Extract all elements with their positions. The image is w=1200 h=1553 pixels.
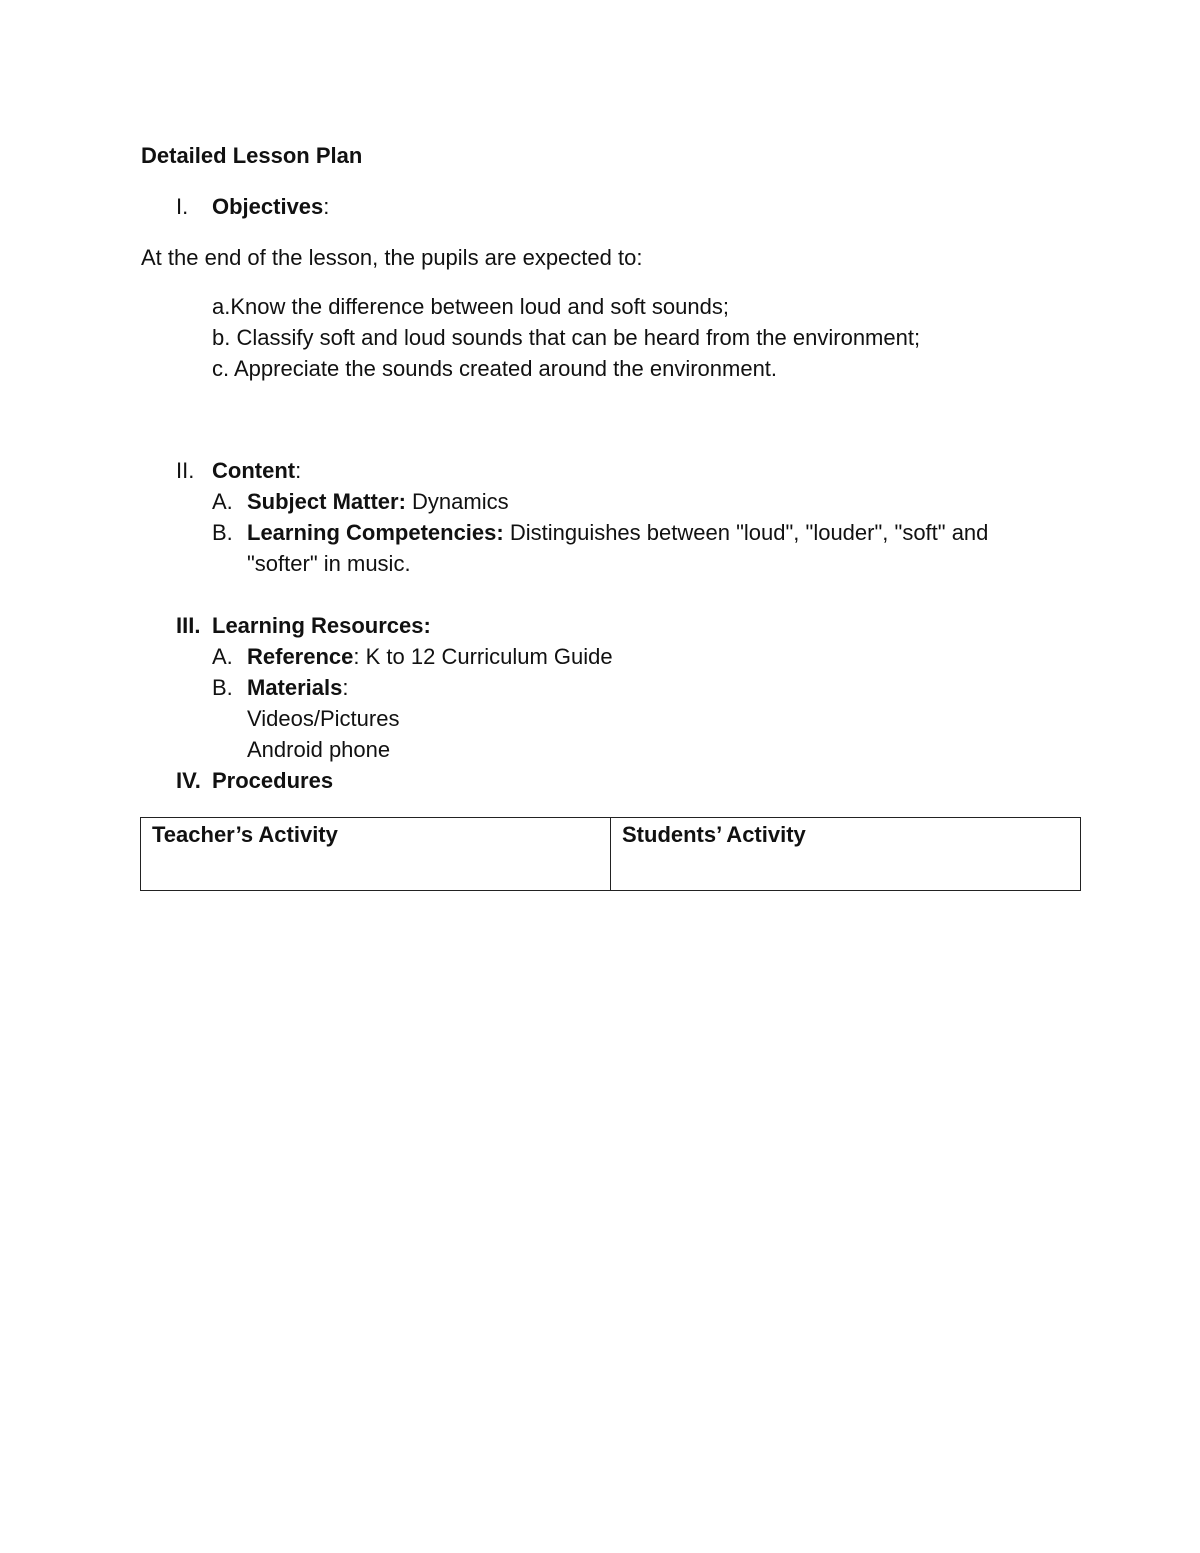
subject-matter-letter: A.	[212, 489, 233, 514]
resources-label: Learning Resources:	[212, 613, 431, 638]
content-label: Content	[212, 458, 296, 483]
subject-matter-value: Dynamics	[405, 489, 509, 514]
subject-matter-label: Subject Matter:	[247, 489, 406, 514]
procedures-numeral: IV.	[176, 768, 201, 793]
materials-letter: B.	[212, 675, 233, 700]
objectives-intro: At the end of the lesson, the pupils are expected to:	[141, 245, 643, 270]
materials-colon: :	[342, 675, 349, 700]
competencies-label: Learning Competencies:	[247, 520, 504, 545]
students-activity-header: Students’ Activity	[611, 818, 1081, 891]
reference-label: Reference	[247, 644, 354, 669]
material-item: Videos/Pictures	[247, 706, 400, 731]
reference-letter: A.	[212, 644, 233, 669]
objectives-colon: :	[323, 194, 330, 219]
objective-item-c: c. Appreciate the sounds created around the environment.	[212, 356, 778, 381]
objective-item-b: b. Classify soft and loud sounds that can be heard from the environment;	[212, 325, 921, 350]
table-header-row	[141, 818, 1081, 891]
material-item: Android phone	[247, 737, 391, 762]
reference-row	[212, 646, 613, 668]
content-heading	[176, 460, 301, 482]
competencies-letter: B.	[212, 520, 233, 545]
content-numeral: II.	[176, 458, 195, 483]
teacher-activity-header: Teacher’s Activity	[141, 818, 611, 891]
objective-item-a: a.Know the difference between loud and soft sounds;	[212, 294, 729, 319]
page-title: Detailed Lesson Plan	[141, 143, 363, 168]
competencies-value-line1: Distinguishes between "loud", "louder", "soft" and	[503, 520, 989, 545]
reference-value: : K to 12 Curriculum Guide	[353, 644, 613, 669]
materials-label: Materials	[247, 675, 343, 700]
resources-heading	[176, 615, 431, 637]
objectives-heading	[176, 196, 329, 218]
procedures-heading	[176, 770, 333, 792]
subject-matter-row	[212, 491, 509, 513]
procedures-table	[140, 817, 1081, 891]
content-colon: :	[295, 458, 302, 483]
objectives-numeral: I.	[176, 194, 189, 219]
procedures-label: Procedures	[212, 768, 334, 793]
competencies-value-line2: "softer" in music.	[247, 551, 411, 576]
resources-numeral: III.	[176, 613, 201, 638]
competencies-row	[212, 522, 988, 544]
materials-row	[212, 677, 349, 699]
objectives-label: Objectives	[212, 194, 324, 219]
